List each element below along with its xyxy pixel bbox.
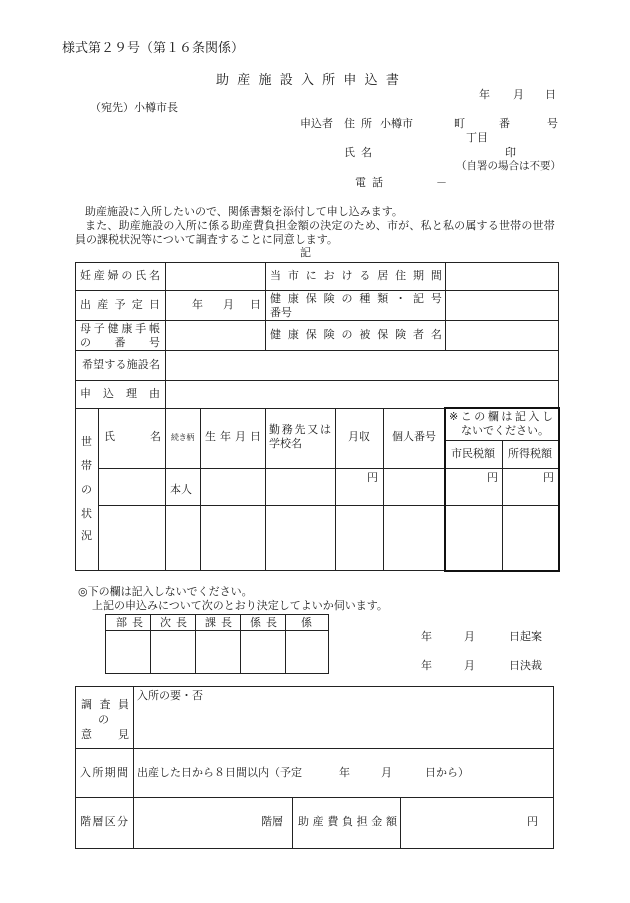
insurance-type-label-1 — [270, 293, 442, 305]
glyph: は — [320, 424, 331, 436]
household-side-char: 況 — [81, 530, 92, 542]
date-year: 年 — [479, 89, 490, 101]
glyph: 欄 — [487, 411, 499, 423]
applicant-label: 申込者 — [300, 118, 333, 130]
admission-need: 入所の要・否 — [137, 690, 203, 702]
mother-name-value-cell — [165, 262, 266, 291]
glyph: る — [115, 359, 127, 371]
glyph: 康 — [287, 293, 299, 305]
glyph: 妊 — [80, 270, 91, 282]
household-side-char: 世 — [81, 436, 92, 448]
glyph: 長 — [266, 617, 277, 629]
role-kacho — [205, 617, 232, 629]
glyph: 込 — [364, 72, 378, 87]
table-cell — [98, 505, 166, 571]
glyph: 居 — [377, 270, 389, 282]
address-chome: 丁目 — [466, 132, 488, 144]
city-tax-header: 市民税額 — [451, 448, 495, 460]
glyph: 氏 — [135, 270, 147, 282]
glyph: 康 — [287, 329, 299, 341]
stamp-cell — [105, 630, 151, 674]
glyph: 市 — [287, 270, 299, 282]
glyph: の — [121, 270, 133, 282]
insured-name-label — [270, 329, 442, 341]
glyph: 母 — [80, 323, 91, 335]
glyph: 種 — [359, 293, 371, 305]
date-month: 月 — [513, 89, 524, 101]
address-go: 号 — [547, 118, 558, 130]
address-label — [344, 118, 372, 130]
due-date-day: 日 — [250, 299, 261, 311]
glyph: 所 — [92, 767, 104, 779]
glyph: 助 — [298, 816, 309, 828]
glyph: 住 — [344, 118, 355, 130]
glyph: 氏 — [104, 431, 115, 443]
burden-yen-unit: 円 — [527, 816, 538, 828]
tier-unit: 階層 — [261, 816, 283, 828]
glyph: 号 — [430, 293, 442, 305]
intro-line-1: 助産施設に入所したいので、関係書類を添付して申し込みます。 — [85, 206, 403, 218]
office-note-line-1 — [449, 411, 553, 423]
glyph: 手 — [135, 323, 147, 335]
glyph: に — [305, 270, 317, 282]
investigator-label-1 — [81, 699, 129, 711]
glyph: 設 — [279, 72, 293, 87]
handbook-value-cell — [165, 320, 266, 351]
glyph: 日 — [250, 431, 261, 443]
residence-period-value-cell — [445, 262, 559, 291]
glyph: の — [80, 337, 91, 349]
glyph: 険 — [323, 329, 335, 341]
due-date-month: 月 — [223, 299, 234, 311]
table-cell — [383, 505, 446, 571]
glyph: 分 — [116, 816, 128, 828]
glyph: 婦 — [107, 270, 119, 282]
table-cell — [165, 505, 201, 571]
glyph: 名 — [148, 359, 160, 371]
glyph: お — [323, 270, 335, 282]
glyph: る — [359, 270, 371, 282]
phone-label — [355, 177, 383, 189]
glyph: 産 — [312, 816, 324, 828]
glyph: し — [541, 411, 553, 423]
table-cell — [265, 505, 336, 571]
household-mynumber-header: 個人番号 — [392, 431, 436, 443]
city-tax-yen-unit: 円 — [487, 472, 498, 484]
period-year: 年 — [339, 767, 350, 779]
table-cell — [200, 505, 266, 571]
drafted-day: 日起案 — [509, 631, 542, 643]
glyph: 先 — [294, 424, 306, 436]
investigator-label-3 — [81, 729, 129, 741]
glyph: 産 — [93, 270, 105, 282]
glyph: 勤 — [269, 424, 280, 436]
glyph: 区 — [104, 816, 116, 828]
glyph: 課 — [205, 617, 216, 629]
handbook-label-2 — [80, 337, 160, 349]
table-cell — [383, 468, 446, 506]
decided-year: 年 — [421, 660, 432, 672]
office-note-line-2: ないでください。 — [461, 425, 549, 437]
address-city: 小樽市 — [380, 118, 413, 130]
office-notice: ◎下の欄は記入しないでください。 — [78, 586, 253, 598]
self-relation: 本人 — [170, 484, 192, 496]
glyph: の — [341, 293, 353, 305]
date-day: 日 — [545, 89, 556, 101]
glyph: 健 — [107, 323, 119, 335]
ki-mark: 記 — [300, 247, 311, 259]
glyph: 部 — [116, 617, 127, 629]
glyph: 費 — [327, 816, 339, 828]
glyph: 層 — [92, 816, 104, 828]
role-kakari: 係 — [301, 617, 312, 629]
glyph: 由 — [149, 388, 160, 400]
drafted-month: 月 — [464, 631, 475, 643]
glyph: 調 — [81, 699, 92, 711]
facility-value-cell — [165, 350, 559, 381]
glyph: 見 — [118, 729, 129, 741]
glyph: 名 — [361, 147, 372, 159]
tier-label — [80, 816, 128, 828]
glyph: 所 — [322, 72, 336, 87]
glyph: 保 — [377, 329, 389, 341]
household-side-char: の — [81, 484, 92, 496]
glyph: 望 — [93, 359, 105, 371]
glyph: 期 — [413, 270, 424, 282]
glyph: こ — [460, 411, 472, 423]
period-text: 出産した日から８日間以内（予定 — [137, 767, 302, 779]
glyph: 険 — [395, 329, 407, 341]
insurance-type-value-cell — [445, 290, 559, 321]
handbook-label-1 — [80, 323, 160, 335]
due-date-label — [80, 299, 160, 311]
glyph: ・ — [395, 293, 407, 305]
glyph: は — [501, 411, 513, 423]
glyph: 出 — [80, 299, 91, 311]
seal-mark: 印 — [505, 147, 516, 159]
reason-value-cell — [165, 380, 559, 409]
decided-day: 日決裁 — [509, 660, 542, 672]
glyph: の — [341, 329, 353, 341]
income-yen-unit: 円 — [367, 472, 378, 484]
phone-dash: － — [436, 177, 447, 189]
glyph: 係 — [250, 617, 261, 629]
stamp-cell — [150, 630, 196, 674]
table-cell — [98, 468, 166, 506]
glyph: 長 — [132, 617, 143, 629]
glyph: 名 — [430, 329, 442, 341]
glyph: 番 — [114, 337, 126, 349]
glyph: 希 — [82, 359, 93, 371]
facility-label — [82, 359, 160, 371]
glyph: 入 — [80, 767, 91, 779]
glyph: 産 — [97, 299, 109, 311]
household-income-header: 月収 — [348, 431, 370, 443]
glyph: 月 — [235, 431, 246, 443]
household-work-header-1 — [269, 424, 331, 436]
income-tax-yen-unit: 円 — [543, 472, 554, 484]
glyph: 号 — [149, 337, 160, 349]
period-month: 月 — [381, 767, 392, 779]
glyph: 又 — [307, 424, 319, 436]
glyph: 子 — [93, 323, 105, 335]
table-cell — [265, 468, 336, 506]
stamp-cell — [285, 630, 329, 674]
role-kakaricho — [250, 617, 277, 629]
glyph: 次 — [160, 617, 171, 629]
glyph: 理 — [126, 388, 137, 400]
glyph: 員 — [118, 699, 129, 711]
glyph: 者 — [413, 329, 424, 341]
glyph: 担 — [356, 816, 368, 828]
glyph: 長 — [176, 617, 187, 629]
glyph: 定 — [131, 299, 143, 311]
glyph: 予 — [114, 299, 126, 311]
insured-name-value-cell — [445, 320, 559, 351]
glyph: 生 — [205, 431, 216, 443]
household-name-header — [104, 431, 161, 443]
glyph: ※ — [449, 411, 459, 423]
glyph: 年 — [220, 431, 231, 443]
drafted-year: 年 — [421, 631, 432, 643]
glyph: 健 — [270, 293, 281, 305]
glyph: 氏 — [344, 147, 355, 159]
glyph: 名 — [148, 270, 160, 282]
due-date-year: 年 — [192, 299, 203, 311]
burden-label — [298, 816, 397, 828]
household-side-char: 帯 — [81, 460, 92, 472]
glyph: 負 — [341, 816, 353, 828]
glyph: 設 — [137, 359, 149, 371]
stamp-cell — [195, 630, 241, 674]
glyph: け — [341, 270, 353, 282]
glyph: 務 — [281, 424, 293, 436]
glyph: 金 — [371, 816, 383, 828]
glyph: 康 — [121, 323, 133, 335]
glyph: 被 — [359, 329, 371, 341]
glyph: 産 — [237, 72, 251, 87]
role-bucho — [116, 617, 143, 629]
glyph: 間 — [430, 270, 442, 282]
intro-line-3: 員の課税状況等について調査することに同意します。 — [75, 234, 338, 246]
insurance-type-label-2: 番号 — [270, 307, 292, 319]
glyph: 査 — [99, 699, 111, 711]
glyph: 施 — [258, 72, 272, 87]
glyph: 意 — [81, 729, 92, 741]
glyph: 長 — [221, 617, 232, 629]
role-jicho — [160, 617, 187, 629]
glyph: 申 — [343, 72, 357, 87]
glyph: 帳 — [148, 323, 160, 335]
glyph: 険 — [323, 293, 335, 305]
residence-period-label — [270, 270, 442, 282]
glyph: 申 — [80, 388, 91, 400]
form-number: 様式第２９号（第１６条関係） — [62, 40, 245, 55]
glyph: 所 — [361, 118, 372, 130]
glyph: 額 — [385, 816, 397, 828]
glyph: 記 — [514, 411, 526, 423]
glyph: 住 — [395, 270, 407, 282]
glyph: 入 — [300, 72, 314, 87]
glyph: 名 — [150, 431, 161, 443]
glyph: 健 — [270, 329, 281, 341]
glyph: 類 — [377, 293, 389, 305]
glyph: 日 — [149, 299, 160, 311]
period-day: 日から） — [425, 767, 469, 779]
form-title — [216, 73, 399, 87]
table-cell — [335, 505, 384, 571]
household-relation-header: 続き柄 — [171, 433, 195, 442]
reason-label — [80, 388, 160, 400]
address-town: 町 — [454, 118, 465, 130]
glyph: 込 — [103, 388, 114, 400]
income-tax-header: 所得税額 — [508, 448, 552, 460]
glyph: 施 — [126, 359, 138, 371]
glyph: 助 — [216, 72, 230, 87]
household-work-header-2: 学校名 — [269, 438, 302, 450]
glyph: 書 — [385, 72, 399, 87]
household-dob-header — [205, 431, 261, 443]
mother-name-label — [80, 270, 160, 282]
glyph: 期 — [104, 767, 116, 779]
glyph: 保 — [305, 329, 317, 341]
period-label — [80, 767, 128, 779]
decided-month: 月 — [464, 660, 475, 672]
applicant-name-label — [344, 147, 372, 159]
approval-request: 上記の申込みについて次のとおり決定してよいか伺います。 — [92, 600, 388, 612]
glyph: 当 — [270, 270, 281, 282]
glyph: 入 — [528, 411, 540, 423]
stamp-cell — [240, 630, 286, 674]
household-side-char: 状 — [81, 508, 92, 520]
seal-note: （自署の場合は不要） — [456, 161, 561, 172]
address-ban: 番 — [499, 118, 510, 130]
addressee: （宛先）小樽市長 — [90, 102, 178, 114]
table-cell — [200, 468, 266, 506]
glyph: す — [104, 359, 116, 371]
glyph: 保 — [305, 293, 317, 305]
glyph: 記 — [413, 293, 424, 305]
glyph: 間 — [116, 767, 128, 779]
glyph: 電 — [355, 177, 366, 189]
glyph: の — [474, 411, 486, 423]
glyph: 話 — [372, 177, 383, 189]
intro-line-2: また、助産施設の入所に係る助産費負担金額の決定のため、市が、私と私の属する世帯の世帯 — [85, 220, 555, 232]
glyph: 階 — [80, 816, 91, 828]
investigator-label-2: の — [98, 714, 109, 726]
